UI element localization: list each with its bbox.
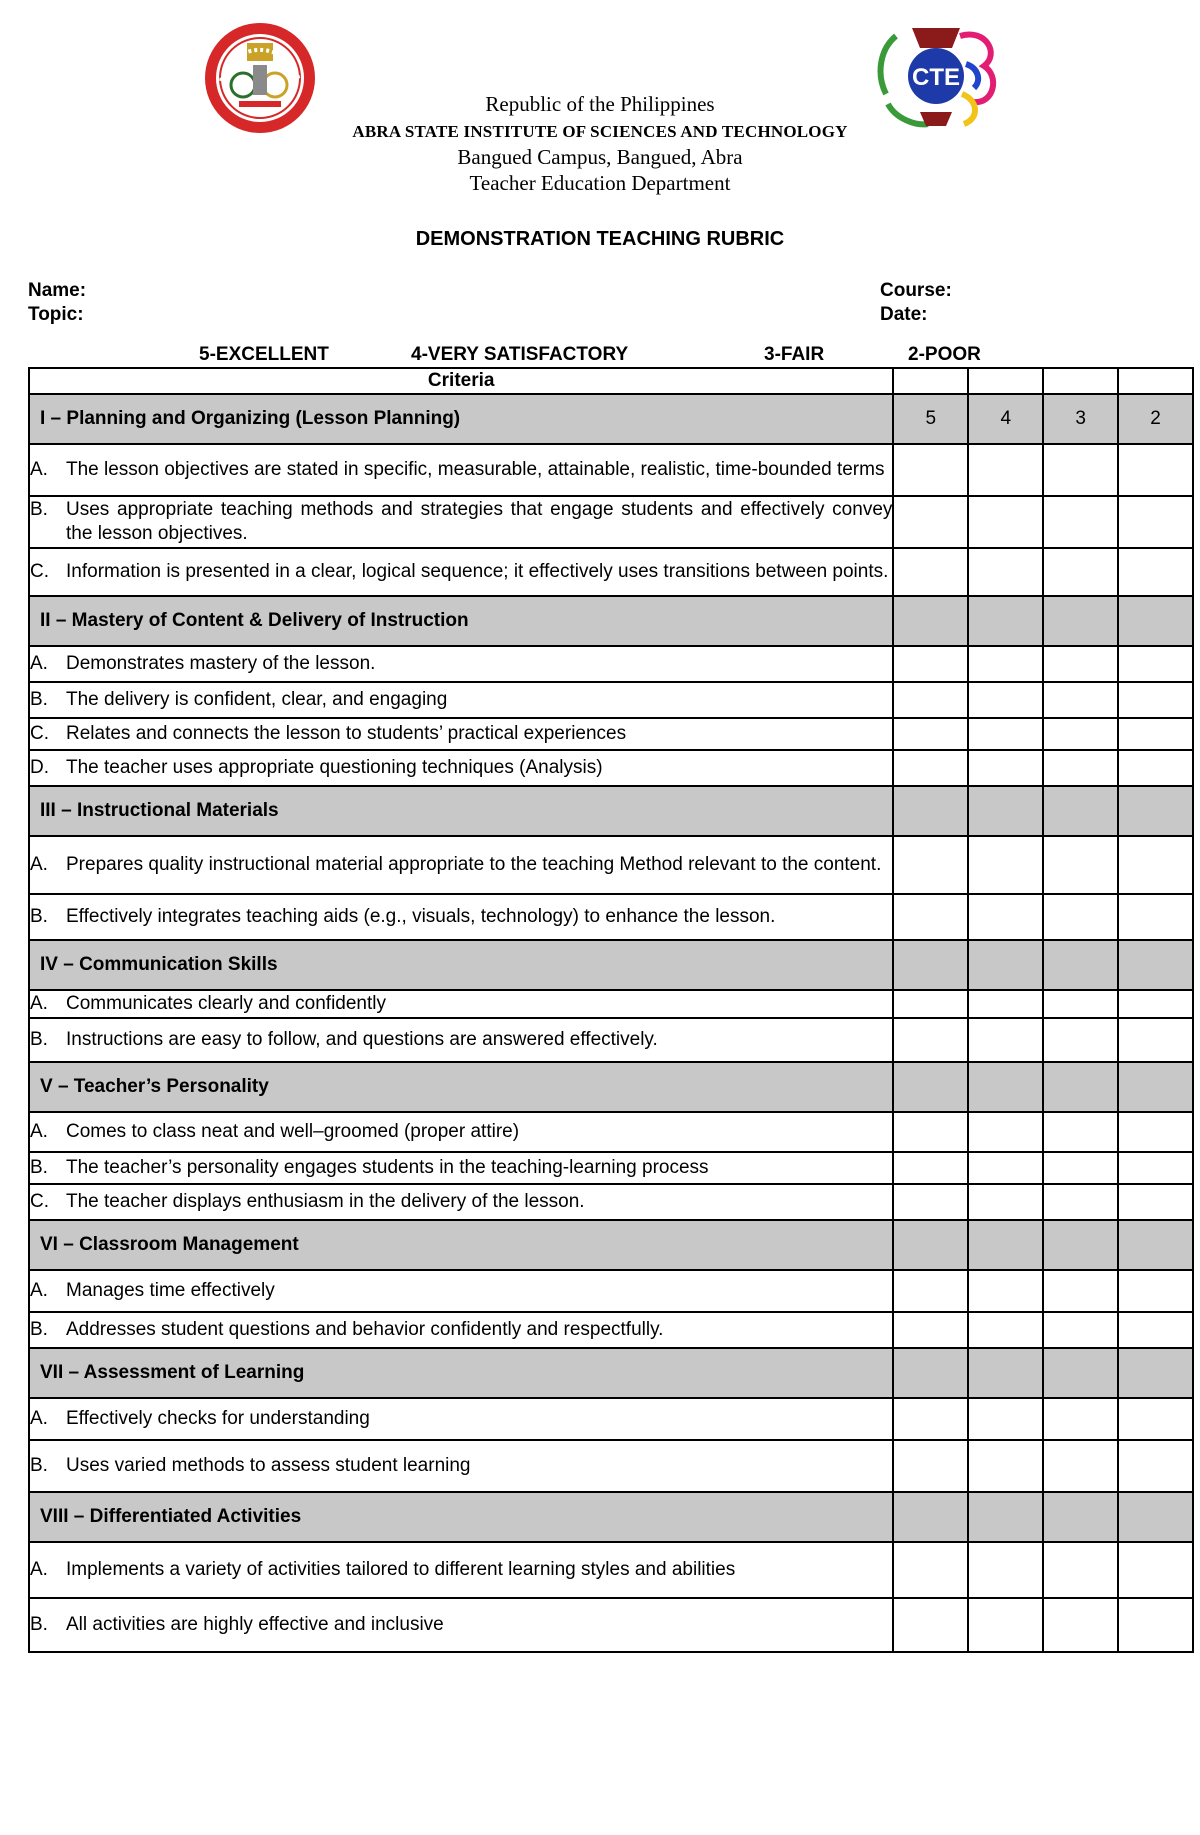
scale-fair: 3-FAIR bbox=[764, 344, 825, 365]
criterion-text: Demonstrates mastery of the lesson. bbox=[66, 653, 376, 674]
criterion-text-cell bbox=[29, 1312, 893, 1348]
section-score-cell bbox=[1043, 786, 1118, 836]
score-checkbox-cell[interactable] bbox=[1043, 1440, 1118, 1492]
section-header-row bbox=[29, 940, 1193, 990]
criterion-row bbox=[29, 894, 1193, 940]
score-checkbox-cell[interactable] bbox=[1118, 894, 1193, 940]
criterion-text-cell bbox=[29, 682, 893, 718]
criterion-text: Instructions are easy to follow, and questions are answered effectively. bbox=[66, 1029, 658, 1050]
criterion-row bbox=[29, 1542, 1193, 1598]
score-checkbox-cell[interactable] bbox=[893, 1398, 968, 1440]
section-score-cell bbox=[1043, 1348, 1118, 1398]
criterion-letter: C. bbox=[30, 723, 49, 744]
score-checkbox-cell[interactable] bbox=[893, 750, 968, 786]
criterion-text-cell bbox=[29, 718, 893, 750]
criterion-text: Implements a variety of activities tailored to different learning styles and abilities bbox=[66, 1559, 736, 1580]
score-checkbox-cell[interactable] bbox=[1043, 1270, 1118, 1312]
criterion-text: The teacher uses appropriate questioning techniques (Analysis) bbox=[66, 757, 603, 778]
criterion-text: Effectively checks for understanding bbox=[66, 1408, 370, 1429]
score-checkbox-cell[interactable] bbox=[968, 1398, 1043, 1440]
score-checkbox-cell[interactable] bbox=[893, 1542, 968, 1598]
score-checkbox-cell[interactable] bbox=[1043, 894, 1118, 940]
score-checkbox-cell[interactable] bbox=[968, 894, 1043, 940]
section-score-cell bbox=[1118, 1492, 1193, 1542]
score-checkbox-cell[interactable] bbox=[893, 1152, 968, 1184]
score-checkbox-cell[interactable] bbox=[893, 718, 968, 750]
score-checkbox-cell[interactable] bbox=[968, 646, 1043, 682]
criterion-letter: B. bbox=[30, 1455, 48, 1476]
rubric-table bbox=[28, 367, 1194, 1653]
criterion-letter: A. bbox=[30, 1559, 48, 1580]
score-checkbox-cell[interactable] bbox=[1043, 1398, 1118, 1440]
score-column-label: 3 bbox=[1043, 394, 1118, 444]
section-score-cell bbox=[1043, 596, 1118, 646]
section-score-cell bbox=[893, 1062, 968, 1112]
criterion-letter: A. bbox=[30, 993, 48, 1014]
score-checkbox-cell[interactable] bbox=[1043, 444, 1118, 496]
header-department: Teacher Education Department bbox=[469, 171, 731, 195]
criterion-row bbox=[29, 444, 1193, 496]
section-header-row bbox=[29, 1492, 1193, 1542]
score-checkbox-cell[interactable] bbox=[1043, 1542, 1118, 1598]
criterion-text-cell bbox=[29, 894, 893, 940]
score-checkbox-cell[interactable] bbox=[968, 750, 1043, 786]
criterion-text: Prepares quality instructional material appropriate to the teaching Method relevant to the content. bbox=[66, 854, 882, 875]
criterion-row bbox=[29, 1398, 1193, 1440]
score-header-cell bbox=[893, 368, 968, 394]
header-line-1: Republic of the Philippines bbox=[485, 92, 715, 116]
score-checkbox-cell[interactable] bbox=[968, 1152, 1043, 1184]
criteria-header-row bbox=[29, 368, 1193, 394]
score-checkbox-cell[interactable] bbox=[893, 836, 968, 894]
score-checkbox-cell[interactable] bbox=[1118, 1152, 1193, 1184]
criterion-letter: A. bbox=[30, 459, 48, 480]
criterion-letter: B. bbox=[30, 906, 48, 927]
criterion-letter: B. bbox=[30, 1614, 48, 1635]
section-score-cell bbox=[1043, 940, 1118, 990]
criterion-row bbox=[29, 682, 1193, 718]
score-checkbox-cell[interactable] bbox=[968, 718, 1043, 750]
score-checkbox-cell[interactable] bbox=[893, 990, 968, 1018]
score-checkbox-cell[interactable] bbox=[893, 548, 968, 596]
criterion-row bbox=[29, 1440, 1193, 1492]
svg-text:CTE: CTE bbox=[912, 64, 960, 91]
score-checkbox-cell[interactable] bbox=[968, 1112, 1043, 1152]
section-title: I – Planning and Organizing (Lesson Planning) bbox=[29, 394, 893, 444]
score-checkbox-cell[interactable] bbox=[968, 1184, 1043, 1220]
criteria-header: Criteria bbox=[29, 368, 893, 394]
section-title: II – Mastery of Content & Delivery of Instruction bbox=[29, 596, 893, 646]
score-checkbox-cell[interactable] bbox=[1118, 836, 1193, 894]
score-checkbox-cell[interactable] bbox=[893, 496, 968, 548]
header-campus: Bangued Campus, Bangued, Abra bbox=[457, 145, 743, 169]
section-score-cell bbox=[968, 786, 1043, 836]
score-checkbox-cell[interactable] bbox=[1043, 1018, 1118, 1062]
section-header-row bbox=[29, 1348, 1193, 1398]
section-score-cell bbox=[1118, 596, 1193, 646]
criterion-text: The teacher’s personality engages students in the teaching-learning process bbox=[66, 1157, 709, 1178]
criterion-text-cell bbox=[29, 1152, 893, 1184]
criterion-text-cell bbox=[29, 836, 893, 894]
section-score-cell bbox=[1118, 1348, 1193, 1398]
criterion-text-cell bbox=[29, 444, 893, 496]
score-checkbox-cell[interactable] bbox=[1043, 990, 1118, 1018]
criterion-text-cell bbox=[29, 1018, 893, 1062]
score-header-cell bbox=[1043, 368, 1118, 394]
criterion-text: Addresses student questions and behavior confidently and respectfully. bbox=[66, 1319, 664, 1340]
score-checkbox-cell[interactable] bbox=[1043, 1598, 1118, 1652]
section-score-cell bbox=[893, 1348, 968, 1398]
date-label: Date: bbox=[880, 304, 928, 325]
score-checkbox-cell[interactable] bbox=[968, 836, 1043, 894]
section-score-cell bbox=[893, 786, 968, 836]
section-score-cell bbox=[968, 1062, 1043, 1112]
score-checkbox-cell[interactable] bbox=[968, 548, 1043, 596]
criterion-row bbox=[29, 1184, 1193, 1220]
score-checkbox-cell[interactable] bbox=[968, 682, 1043, 718]
section-score-cell bbox=[893, 596, 968, 646]
section-score-cell bbox=[1043, 1492, 1118, 1542]
score-checkbox-cell[interactable] bbox=[1043, 1152, 1118, 1184]
criterion-text: Relates and connects the lesson to students’ practical experiences bbox=[66, 723, 627, 744]
criterion-text: All activities are highly effective and inclusive bbox=[66, 1614, 444, 1635]
score-checkbox-cell[interactable] bbox=[893, 1018, 968, 1062]
section-title: III – Instructional Materials bbox=[29, 786, 893, 836]
score-checkbox-cell[interactable] bbox=[893, 646, 968, 682]
score-checkbox-cell[interactable] bbox=[893, 1312, 968, 1348]
criterion-row bbox=[29, 548, 1193, 596]
criterion-row bbox=[29, 646, 1193, 682]
criterion-text-cell bbox=[29, 750, 893, 786]
score-checkbox-cell[interactable] bbox=[1043, 682, 1118, 718]
score-checkbox-cell[interactable] bbox=[1043, 646, 1118, 682]
section-score-cell bbox=[893, 1492, 968, 1542]
criterion-text-cell bbox=[29, 1598, 893, 1652]
criterion-row bbox=[29, 1312, 1193, 1348]
score-checkbox-cell[interactable] bbox=[1043, 718, 1118, 750]
criterion-text-cell bbox=[29, 1440, 893, 1492]
section-score-cell bbox=[1118, 940, 1193, 990]
criterion-row bbox=[29, 1018, 1193, 1062]
criterion-letter: B. bbox=[30, 689, 48, 710]
criterion-text: Comes to class neat and well–groomed (proper attire) bbox=[66, 1121, 520, 1142]
score-column-label: 5 bbox=[893, 394, 968, 444]
score-checkbox-cell[interactable] bbox=[1118, 646, 1193, 682]
score-checkbox-cell[interactable] bbox=[1118, 750, 1193, 786]
criterion-letter: B. bbox=[30, 1319, 48, 1340]
score-checkbox-cell[interactable] bbox=[893, 1440, 968, 1492]
section-score-cell bbox=[968, 1220, 1043, 1270]
section-header-row bbox=[29, 786, 1193, 836]
criterion-row bbox=[29, 1270, 1193, 1312]
criterion-letter: A. bbox=[30, 854, 48, 875]
score-checkbox-cell[interactable] bbox=[1118, 1018, 1193, 1062]
criterion-row bbox=[29, 1152, 1193, 1184]
section-score-cell bbox=[1118, 786, 1193, 836]
score-checkbox-cell[interactable] bbox=[1118, 1598, 1193, 1652]
score-checkbox-cell[interactable] bbox=[1118, 1112, 1193, 1152]
score-checkbox-cell[interactable] bbox=[1118, 1184, 1193, 1220]
score-checkbox-cell[interactable] bbox=[893, 682, 968, 718]
criterion-text-cell bbox=[29, 496, 893, 548]
section-title: V – Teacher’s Personality bbox=[29, 1062, 893, 1112]
score-checkbox-cell[interactable] bbox=[968, 444, 1043, 496]
score-checkbox-cell[interactable] bbox=[1043, 496, 1118, 548]
section-title: VIII – Differentiated Activities bbox=[29, 1492, 893, 1542]
criterion-text-cell bbox=[29, 1270, 893, 1312]
score-checkbox-cell[interactable] bbox=[968, 1270, 1043, 1312]
criterion-text-cell bbox=[29, 1542, 893, 1598]
criterion-letter: B. bbox=[30, 1029, 48, 1050]
criterion-text: The teacher displays enthusiasm in the delivery of the lesson. bbox=[66, 1191, 585, 1212]
score-checkbox-cell[interactable] bbox=[968, 1312, 1043, 1348]
criterion-row bbox=[29, 1112, 1193, 1152]
score-checkbox-cell[interactable] bbox=[968, 1542, 1043, 1598]
institution-name: ABRA STATE INSTITUTE OF SCIENCES AND TECHNOLOGY bbox=[352, 122, 848, 141]
score-checkbox-cell[interactable] bbox=[893, 444, 968, 496]
scale-very-satisfactory: 4-VERY SATISFACTORY bbox=[411, 344, 629, 365]
section-score-cell bbox=[1118, 1062, 1193, 1112]
section-score-cell bbox=[968, 1348, 1043, 1398]
section-score-cell bbox=[1118, 1220, 1193, 1270]
criterion-text: Information is presented in a clear, logical sequence; it effectively uses transitions between points. bbox=[66, 561, 889, 582]
section-score-cell bbox=[968, 1492, 1043, 1542]
criterion-text: Manages time effectively bbox=[66, 1280, 275, 1301]
section-score-cell bbox=[1043, 1062, 1118, 1112]
score-checkbox-cell[interactable] bbox=[1118, 682, 1193, 718]
score-checkbox-cell[interactable] bbox=[1043, 750, 1118, 786]
score-checkbox-cell[interactable] bbox=[1118, 718, 1193, 750]
criterion-text: Effectively integrates teaching aids (e.g., visuals, technology) to enhance the lesson. bbox=[66, 906, 776, 927]
score-checkbox-cell[interactable] bbox=[968, 1598, 1043, 1652]
score-checkbox-cell[interactable] bbox=[1118, 1440, 1193, 1492]
criterion-text-cell bbox=[29, 1112, 893, 1152]
score-checkbox-cell[interactable] bbox=[1118, 444, 1193, 496]
criterion-letter: A. bbox=[30, 1408, 48, 1429]
criterion-text-cell bbox=[29, 990, 893, 1018]
section-score-cell bbox=[893, 1220, 968, 1270]
criterion-text-cell bbox=[29, 548, 893, 596]
criterion-letter: D. bbox=[30, 757, 49, 778]
score-checkbox-cell[interactable] bbox=[968, 1018, 1043, 1062]
criterion-text: Communicates clearly and confidently bbox=[66, 993, 386, 1014]
scale-excellent: 5-EXCELLENT bbox=[199, 344, 329, 365]
score-checkbox-cell[interactable] bbox=[893, 894, 968, 940]
scale-poor: 2-POOR bbox=[908, 344, 981, 365]
criterion-text: The lesson objectives are stated in specific, measurable, attainable, realistic, time-bounded terms bbox=[66, 459, 885, 480]
course-label: Course: bbox=[880, 280, 952, 301]
section-title: IV – Communication Skills bbox=[29, 940, 893, 990]
criterion-row bbox=[29, 496, 1193, 548]
score-checkbox-cell[interactable] bbox=[1118, 548, 1193, 596]
topic-label: Topic: bbox=[28, 304, 84, 325]
score-checkbox-cell[interactable] bbox=[893, 1270, 968, 1312]
criterion-text-cell bbox=[29, 646, 893, 682]
criterion-text: Uses varied methods to assess student learning bbox=[66, 1455, 471, 1476]
score-checkbox-cell[interactable] bbox=[968, 990, 1043, 1018]
score-checkbox-cell[interactable] bbox=[1118, 1398, 1193, 1440]
score-checkbox-cell[interactable] bbox=[968, 496, 1043, 548]
score-header-cell bbox=[968, 368, 1043, 394]
score-checkbox-cell[interactable] bbox=[1043, 836, 1118, 894]
criterion-letter: A. bbox=[30, 1121, 48, 1142]
score-checkbox-cell[interactable] bbox=[893, 1598, 968, 1652]
section-score-cell bbox=[968, 940, 1043, 990]
criterion-row bbox=[29, 718, 1193, 750]
criterion-text: Uses appropriate teaching methods and strategies that engage students and effectively convey the lesson objectives. bbox=[66, 499, 893, 544]
criterion-row bbox=[29, 836, 1193, 894]
score-checkbox-cell[interactable] bbox=[893, 1112, 968, 1152]
section-header-row bbox=[29, 596, 1193, 646]
name-label: Name: bbox=[28, 280, 87, 301]
score-header-cell bbox=[1118, 368, 1193, 394]
score-checkbox-cell[interactable] bbox=[1118, 1542, 1193, 1598]
section-score-cell bbox=[893, 940, 968, 990]
document-title: DEMONSTRATION TEACHING RUBRIC bbox=[415, 228, 785, 250]
criterion-letter: A. bbox=[30, 1280, 48, 1301]
score-column-label: 2 bbox=[1118, 394, 1193, 444]
criterion-text-cell bbox=[29, 1184, 893, 1220]
section-score-cell bbox=[968, 596, 1043, 646]
criterion-letter: B. bbox=[30, 499, 48, 520]
school-seal-icon bbox=[203, 21, 317, 135]
section-header-row bbox=[29, 1062, 1193, 1112]
score-checkbox-cell[interactable] bbox=[1118, 496, 1193, 548]
criterion-letter: C. bbox=[30, 1191, 49, 1212]
criterion-row bbox=[29, 990, 1193, 1018]
criterion-letter: A. bbox=[30, 653, 48, 674]
criterion-letter: C. bbox=[30, 561, 49, 582]
criterion-text-cell bbox=[29, 1398, 893, 1440]
score-column-label: 4 bbox=[968, 394, 1043, 444]
score-checkbox-cell[interactable] bbox=[1118, 1312, 1193, 1348]
section-score-cell bbox=[1043, 1220, 1118, 1270]
section-header-row bbox=[29, 394, 1193, 444]
criterion-row bbox=[29, 750, 1193, 786]
score-checkbox-cell[interactable] bbox=[968, 1440, 1043, 1492]
score-checkbox-cell[interactable] bbox=[1118, 1270, 1193, 1312]
score-checkbox-cell[interactable] bbox=[1043, 548, 1118, 596]
criterion-text: The delivery is confident, clear, and engaging bbox=[66, 689, 448, 710]
section-title: VI – Classroom Management bbox=[29, 1220, 893, 1270]
section-header-row bbox=[29, 1220, 1193, 1270]
section-title: VII – Assessment of Learning bbox=[29, 1348, 893, 1398]
score-checkbox-cell[interactable] bbox=[1043, 1184, 1118, 1220]
criterion-row bbox=[29, 1598, 1193, 1652]
criterion-letter: B. bbox=[30, 1157, 48, 1178]
score-checkbox-cell[interactable] bbox=[1043, 1112, 1118, 1152]
score-checkbox-cell[interactable] bbox=[1043, 1312, 1118, 1348]
score-checkbox-cell[interactable] bbox=[893, 1184, 968, 1220]
score-checkbox-cell[interactable] bbox=[1118, 990, 1193, 1018]
